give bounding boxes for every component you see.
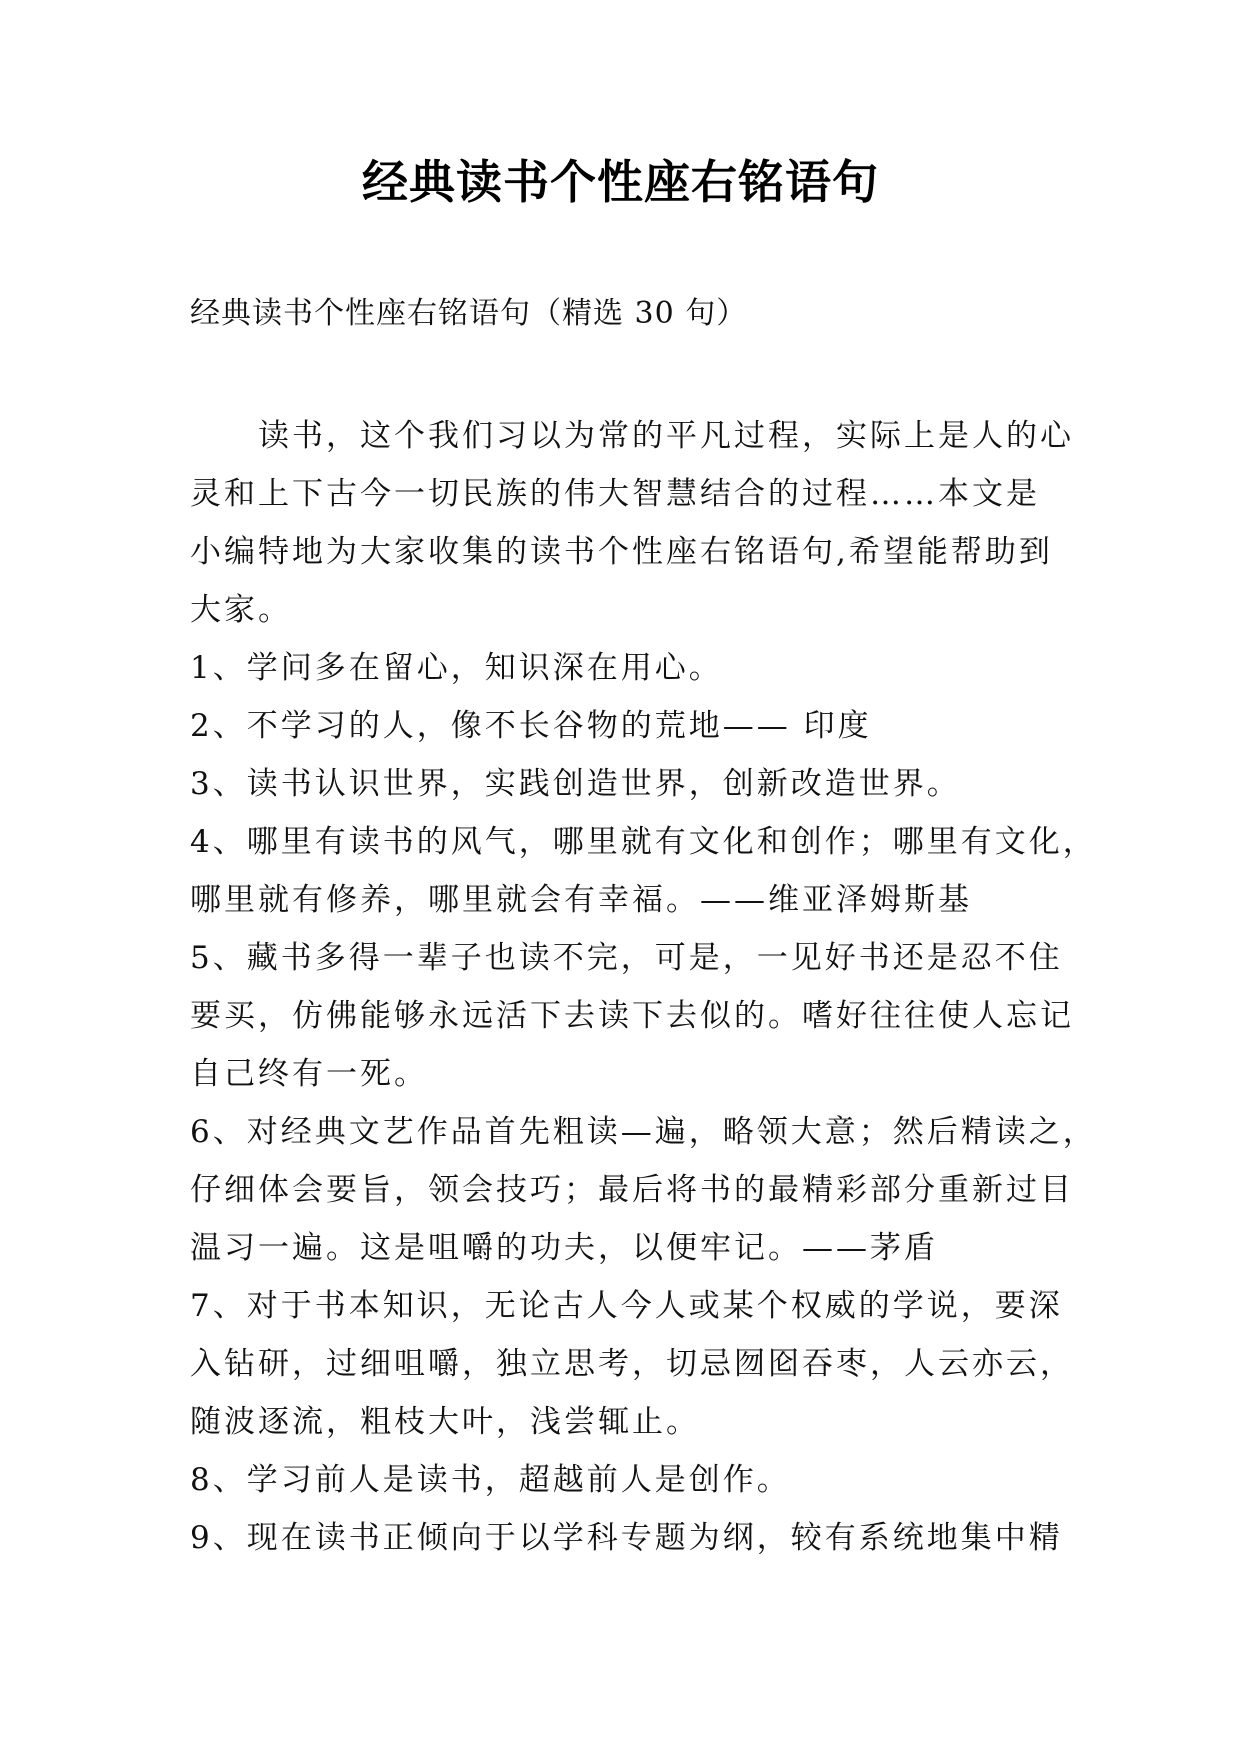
quote-line: 7、对于书本知识，无论古人今人或某个权威的学说，要深	[190, 1288, 1063, 1324]
document-body	[190, 407, 1097, 1567]
quote-line: 5、藏书多得一辈子也读不完，可是，一见好书还是忍不住	[190, 940, 1063, 976]
quote-line: 温习一遍。这是咀嚼的功夫，以便牢记。——茅盾	[190, 1230, 938, 1266]
intro-line: 灵和上下古今一切民族的伟大智慧结合的过程……本文是	[190, 476, 1040, 512]
intro-line: 读书，这个我们习以为常的平凡过程，实际上是人的心	[258, 418, 1074, 454]
intro-line: 小编特地为大家收集的读书个性座右铭语句,希望能帮助到	[190, 534, 1053, 570]
quote-line: 仔细体会要旨，领会技巧；最后将书的最精彩部分重新过目	[190, 1172, 1074, 1208]
quote-line: 4、哪里有读书的风气，哪里就有文化和创作；哪里有文化，	[190, 824, 1097, 860]
quote-line: 2、不学习的人，像不长谷物的荒地—— 印度	[190, 708, 872, 744]
quote-line: 8、学习前人是读书，超越前人是创作。	[190, 1462, 791, 1498]
quote-line: 3、读书认识世界，实践创造世界，创新改造世界。	[190, 766, 961, 802]
quote-line: 入钻研，过细咀嚼，独立思考，切忌囫囵吞枣，人云亦云，	[190, 1346, 1074, 1382]
quote-line: 9、现在读书正倾向于以学科专题为纲，较有系统地集中精	[190, 1520, 1063, 1556]
quote-line: 随波逐流，粗枝大叶，浅尝辄止。	[190, 1404, 700, 1440]
quote-line: 要买，仿佛能够永远活下去读下去似的。嗜好往往使人忘记	[190, 998, 1074, 1034]
intro-line: 大家。	[190, 592, 292, 628]
quote-line: 哪里就有修养，哪里就会有幸福。——维亚泽姆斯基	[190, 882, 972, 918]
quote-line: 自己终有一死。	[190, 1056, 428, 1092]
document-title: 经典读书个性座右铭语句	[362, 155, 879, 209]
quote-line: 6、对经典文艺作品首先粗读—遍，略领大意；然后精读之，	[190, 1114, 1097, 1150]
document-subtitle: 经典读书个性座右铭语句（精选 30 句）	[190, 296, 748, 331]
quote-line: 1、学问多在留心，知识深在用心。	[190, 650, 723, 686]
